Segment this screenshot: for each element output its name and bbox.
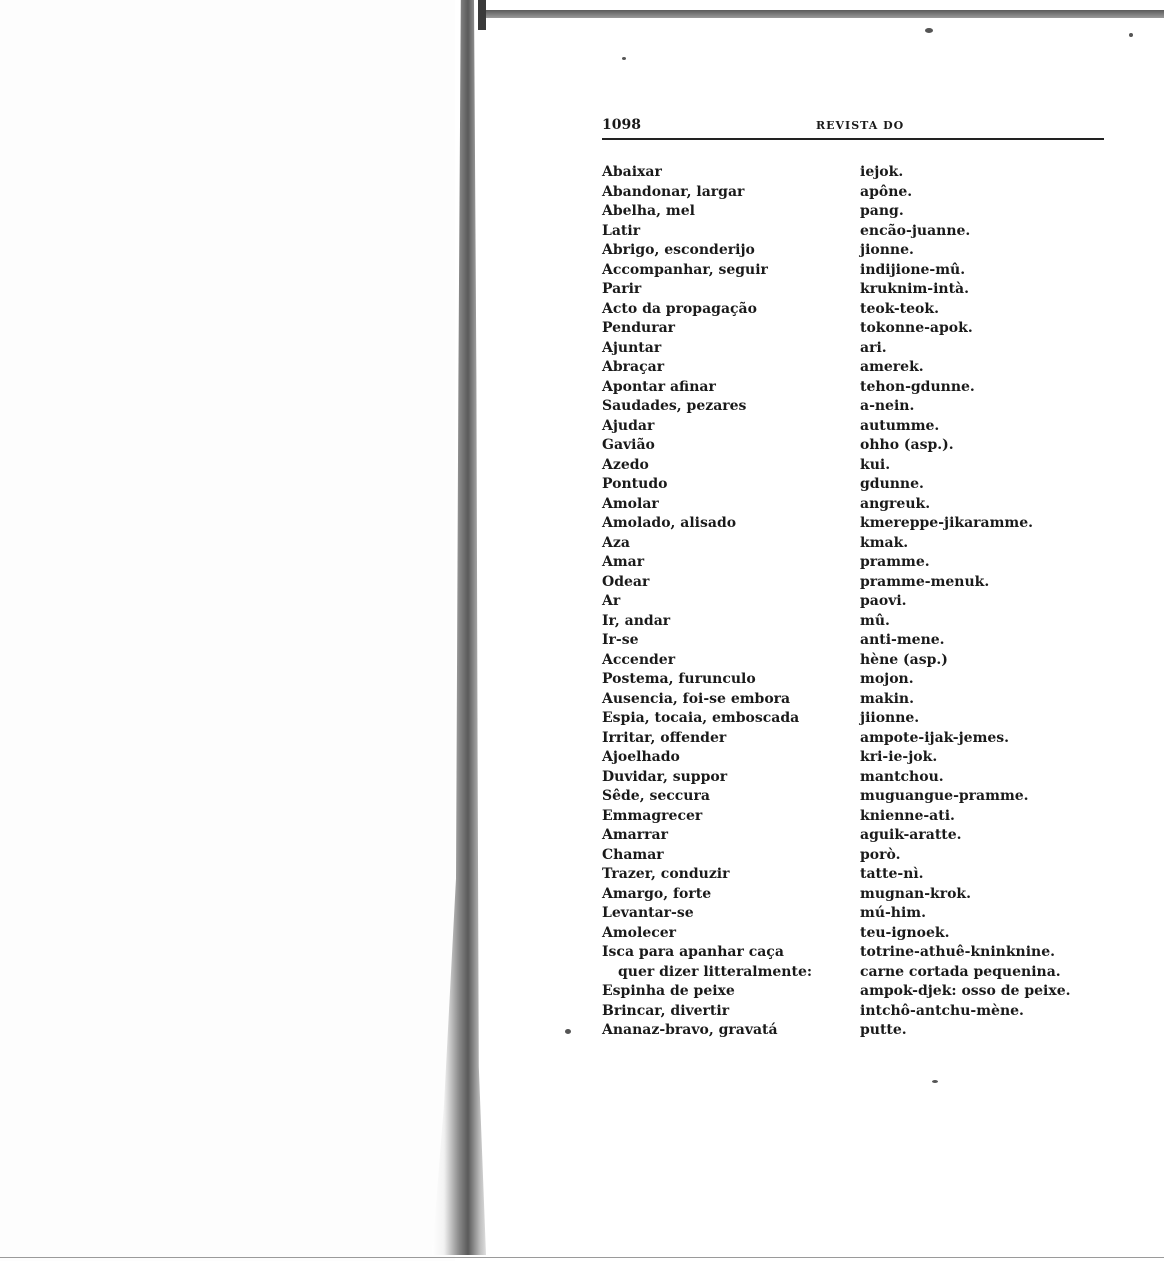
entry-term: Sêde, seccura <box>602 788 710 804</box>
entry-term: Amolado, alisado <box>602 515 737 531</box>
entry-term: Saudades, pezares <box>602 398 747 414</box>
page-number: 1098 <box>602 117 641 133</box>
glossary-entry <box>602 807 1072 827</box>
entry-term: Pontudo <box>602 476 668 492</box>
entry-term: Postema, furunculo <box>602 671 756 687</box>
entry-term: Amolecer <box>602 924 677 941</box>
glossary-entry <box>602 183 1072 203</box>
entry-translation: apône. <box>860 183 913 200</box>
entry-translation: ari. <box>860 339 887 356</box>
entry-term: Pendurar <box>602 320 676 336</box>
glossary-entry <box>602 514 1072 534</box>
entry-translation: mantchou. <box>860 768 944 785</box>
entry-translation: putte. <box>860 1022 907 1038</box>
entry-term: quer dizer litteralmente: <box>618 963 813 980</box>
glossary-entry <box>602 690 1072 710</box>
entry-translation: iejok. <box>860 164 904 180</box>
entry-term: Ajoelhado <box>602 749 680 765</box>
ink-speck <box>565 1029 571 1034</box>
entry-term: Ausencia, foi-se embora <box>602 690 791 707</box>
entry-term: Chamar <box>602 846 664 863</box>
entry-translation: tehon-gdunne. <box>860 378 975 395</box>
entry-translation: teok-teok. <box>860 300 939 317</box>
glossary-entry <box>602 222 1072 242</box>
glossary-entry <box>602 631 1072 651</box>
entry-term: Abelha, mel <box>602 203 695 219</box>
glossary-entry <box>602 339 1072 359</box>
glossary-entry <box>602 885 1072 905</box>
entry-translation: kmereppe-jikaramme. <box>860 515 1034 531</box>
entry-term: Abrigo, esconderijo <box>602 242 755 258</box>
entry-term: Aza <box>602 534 630 551</box>
glossary-entry <box>602 319 1072 339</box>
glossary-entry <box>602 358 1072 378</box>
entry-term: Ir, andar <box>602 612 671 629</box>
glossary-entry <box>602 943 1072 963</box>
entry-translation: kruknim-intà. <box>860 281 969 297</box>
glossary-entry <box>602 1021 1072 1041</box>
entry-translation: jionne. <box>860 242 914 258</box>
glossary-entry <box>602 495 1072 515</box>
entry-term: Duvidar, suppor <box>602 768 728 785</box>
entry-translation: gdunne. <box>860 476 924 492</box>
entry-translation: knienne-ati. <box>860 807 955 824</box>
glossary-entry <box>602 709 1072 729</box>
entry-translation: porò. <box>860 846 901 863</box>
entry-translation: mú-him. <box>860 905 926 921</box>
entry-translation: intchô-antchu-mène. <box>860 1002 1024 1019</box>
glossary-entry <box>602 378 1072 398</box>
entry-translation: ampote-ijak-jemes. <box>860 729 1010 746</box>
entry-term: Levantar-se <box>602 905 694 921</box>
page-top-edge <box>482 10 1164 18</box>
entry-term: Espia, tocaia, emboscada <box>602 710 800 726</box>
entry-translation: kui. <box>860 456 891 473</box>
glossary-entry <box>602 417 1072 437</box>
entry-translation: pang. <box>860 203 904 219</box>
entry-term: Ir-se <box>602 632 639 648</box>
glossary-entry <box>602 475 1072 495</box>
entry-term: Apontar afinar <box>602 378 716 395</box>
glossary-entry <box>602 651 1072 671</box>
glossary-entry <box>602 826 1072 846</box>
entry-term: Parir <box>602 281 642 297</box>
entry-translation: mojon. <box>860 671 914 687</box>
entry-term: Acto da propagação <box>602 300 757 317</box>
entry-translation: amerek. <box>860 359 924 375</box>
entry-translation: aguik-aratte. <box>860 827 962 843</box>
glossary-entry <box>602 846 1072 866</box>
entry-term: Abaixar <box>602 164 662 180</box>
entry-translation: kri-ie-jok. <box>860 749 938 765</box>
glossary-entry <box>602 612 1072 632</box>
entry-term: Emmagrecer <box>602 807 703 824</box>
entry-term: Abandonar, largar <box>602 183 745 200</box>
glossary-entry <box>602 261 1072 281</box>
entry-translation: makin. <box>860 690 914 707</box>
page-header <box>602 117 1104 137</box>
running-title: REVISTA DO <box>816 119 905 132</box>
glossary-entry <box>602 924 1072 944</box>
entry-translation: muguangue-pramme. <box>860 788 1029 804</box>
entry-translation: totrine-athuê-kninknine. <box>860 944 1056 960</box>
scan-margin <box>0 0 455 1261</box>
entry-translation: ohho (asp.). <box>860 437 954 453</box>
entry-term: Amolar <box>602 495 659 512</box>
scan-bottom-edge <box>0 1257 1164 1258</box>
entry-term: Ajuntar <box>602 339 662 356</box>
glossary-entry <box>602 280 1072 300</box>
entry-translation: indijione-mû. <box>860 261 966 278</box>
entry-translation: angreuk. <box>860 495 931 512</box>
entry-translation: mugnan-krok. <box>860 885 972 902</box>
entry-term: Accompanhar, seguir <box>602 261 768 278</box>
glossary-entry <box>602 1002 1072 1022</box>
entry-translation: ampok-djek: osso de peixe. <box>860 983 1071 999</box>
entry-translation: autumme. <box>860 417 940 434</box>
glossary-entry <box>602 202 1072 222</box>
entry-term: Amarrar <box>602 827 668 843</box>
ink-speck <box>925 28 933 33</box>
entry-term: Abraçar <box>602 359 665 375</box>
entry-translation: mû. <box>860 612 890 629</box>
entry-translation: hène (asp.) <box>860 651 948 668</box>
glossary-entry <box>602 397 1072 417</box>
glossary-entry <box>602 573 1072 593</box>
glossary-entry <box>602 963 1072 983</box>
entry-term: Trazer, conduzir <box>602 866 730 882</box>
entry-translation: anti-mene. <box>860 632 945 648</box>
glossary-entry <box>602 982 1072 1002</box>
ink-speck <box>1129 33 1133 37</box>
entry-translation: encão-juanne. <box>860 222 971 239</box>
glossary-entry <box>602 436 1072 456</box>
entry-translation: tatte-nì. <box>860 866 924 882</box>
page-corner-edge <box>478 0 486 30</box>
entry-term: Espinha de peixe <box>602 983 735 999</box>
entry-translation: paovi. <box>860 593 907 609</box>
ink-speck <box>622 57 626 60</box>
entry-term: Amargo, forte <box>602 885 712 902</box>
glossary-entry <box>602 300 1072 320</box>
glossary-entry <box>602 241 1072 261</box>
glossary-entry <box>602 865 1072 885</box>
entry-term: Irritar, offender <box>602 729 727 746</box>
ink-speck <box>932 1080 938 1083</box>
entry-term: Ananaz-bravo, gravatá <box>602 1022 778 1038</box>
entry-term: Azedo <box>602 456 649 473</box>
entry-translation: jiionne. <box>860 710 920 726</box>
header-rule <box>602 138 1104 140</box>
entry-term: Gavião <box>602 437 655 453</box>
entry-translation: pramme-menuk. <box>860 573 990 590</box>
entry-term: Amar <box>602 554 645 570</box>
entry-translation: kmak. <box>860 534 909 551</box>
entry-translation: a-nein. <box>860 398 915 414</box>
entry-term: Brincar, divertir <box>602 1002 730 1019</box>
entry-term: Odear <box>602 573 650 590</box>
glossary-entry <box>602 592 1072 612</box>
entry-translation: teu-ignoek. <box>860 924 950 941</box>
entry-term: Accender <box>602 651 676 668</box>
glossary-entry <box>602 787 1072 807</box>
glossary-entry <box>602 729 1072 749</box>
glossary-entry <box>602 768 1072 788</box>
entry-term: Latir <box>602 222 641 239</box>
glossary-entry <box>602 456 1072 476</box>
entry-term: Ar <box>602 593 621 609</box>
entry-translation: carne cortada pequenina. <box>860 963 1061 980</box>
glossary-entry <box>602 748 1072 768</box>
glossary-entry <box>602 534 1072 554</box>
glossary-entry <box>602 670 1072 690</box>
glossary-entry <box>602 163 1072 183</box>
entry-term: Isca para apanhar caça <box>602 944 784 960</box>
entry-translation: pramme. <box>860 554 930 570</box>
glossary-entry <box>602 904 1072 924</box>
glossary-entry <box>602 553 1072 573</box>
glossary-list <box>602 163 1072 1041</box>
entry-translation: tokonne-apok. <box>860 320 973 336</box>
entry-term: Ajudar <box>602 417 655 434</box>
